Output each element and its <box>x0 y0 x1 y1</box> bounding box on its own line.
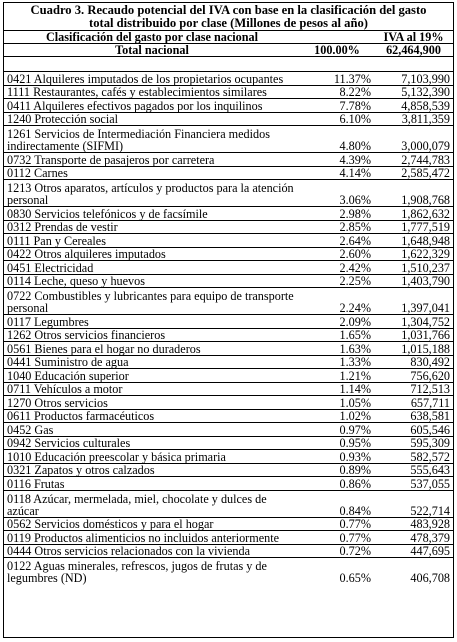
table-row <box>4 463 453 477</box>
row-pct: 4.14% <box>300 166 374 180</box>
table-row <box>4 99 453 113</box>
row-label: 0116 Frutas <box>4 477 300 491</box>
row-value: 447,695 <box>374 544 453 558</box>
total-label: Total nacional <box>4 44 300 57</box>
row-label: 0122 Aguas minerales, refrescos, jugos de frutas y de legumbres (ND) <box>4 558 300 585</box>
row-pct: 3.06% <box>300 180 374 207</box>
row-label: 0830 Servicios telefónicos y de facsímile <box>4 207 300 221</box>
row-label: 0321 Zapatos y otros calzados <box>4 463 300 477</box>
row-value: 483,928 <box>374 517 453 531</box>
row-value: 2,585,472 <box>374 166 453 180</box>
title-line-2: total distribuido por clase (Millones de pesos al año) <box>89 16 368 30</box>
table-row <box>4 423 453 437</box>
row-label: 0444 Otros servicios relacionados con la vivienda <box>4 544 300 558</box>
row-label: 0411 Alquileres efectivos pagados por los inquilinos <box>4 99 300 113</box>
table-title <box>4 3 453 30</box>
row-label: 0118 Azúcar, mermelada, miel, chocolate y dulces de azúcar <box>4 490 300 517</box>
row-pct: 2.85% <box>300 220 374 234</box>
table-row <box>4 490 453 517</box>
row-value: 555,643 <box>374 463 453 477</box>
row-label: 1262 Otros servicios financieros <box>4 328 300 342</box>
table-row <box>4 328 453 342</box>
row-pct: 0.65% <box>300 558 374 585</box>
table-row <box>4 315 453 329</box>
row-pct: 1.65% <box>300 328 374 342</box>
table-row <box>4 261 453 275</box>
table-row <box>4 355 453 369</box>
row-pct: 7.78% <box>300 99 374 113</box>
table-document <box>3 2 454 638</box>
row-value: 522,714 <box>374 490 453 517</box>
row-label: 1270 Otros servicios <box>4 396 300 410</box>
row-value: 1,304,752 <box>374 315 453 329</box>
row-label: 0441 Suministro de agua <box>4 355 300 369</box>
row-value: 3,811,359 <box>374 112 453 126</box>
row-value: 595,309 <box>374 436 453 450</box>
row-label: 0611 Productos farmacéuticos <box>4 409 300 423</box>
table-body <box>4 57 453 585</box>
header-classification: Clasificación del gasto por clase nacional <box>4 31 300 44</box>
table-row <box>4 166 453 180</box>
row-pct: 2.64% <box>300 234 374 248</box>
row-label: 1010 Educación preescolar y básica primaria <box>4 450 300 464</box>
row-value: 830,492 <box>374 355 453 369</box>
row-label: 0119 Productos alimenticios no incluidos anteriormente <box>4 531 300 545</box>
row-pct: 2.98% <box>300 207 374 221</box>
table-row <box>4 409 453 423</box>
row-label: 0942 Servicios culturales <box>4 436 300 450</box>
row-value: 537,055 <box>374 477 453 491</box>
row-value: 4,858,539 <box>374 99 453 113</box>
table-row <box>4 112 453 126</box>
row-pct: 1.63% <box>300 342 374 356</box>
row-value: 1,777,519 <box>374 220 453 234</box>
header-iva: IVA al 19% <box>374 31 453 44</box>
header-row <box>4 31 453 44</box>
row-value: 1,015,188 <box>374 342 453 356</box>
row-value: 3,000,079 <box>374 126 453 153</box>
table-row <box>4 153 453 167</box>
table-row <box>4 207 453 221</box>
row-label: 0562 Servicios domésticos y para el hogar <box>4 517 300 531</box>
row-pct: 0.97% <box>300 423 374 437</box>
table-row <box>4 342 453 356</box>
row-pct: 0.95% <box>300 436 374 450</box>
row-value: 582,572 <box>374 450 453 464</box>
row-pct: 0.89% <box>300 463 374 477</box>
total-pct: 100.00% <box>300 44 374 57</box>
table-row <box>4 450 453 464</box>
row-pct: 2.24% <box>300 288 374 315</box>
table-row <box>4 544 453 558</box>
row-pct: 1.21% <box>300 369 374 383</box>
row-value: 638,581 <box>374 409 453 423</box>
iva-table <box>4 30 453 584</box>
row-label: 1040 Educación superior <box>4 369 300 383</box>
row-label: 0312 Prendas de vestir <box>4 220 300 234</box>
row-pct: 1.02% <box>300 409 374 423</box>
row-value: 7,103,990 <box>374 72 453 86</box>
row-label: 0422 Otros alquileres imputados <box>4 247 300 261</box>
table-row <box>4 288 453 315</box>
row-pct: 4.80% <box>300 126 374 153</box>
table-row <box>4 234 453 248</box>
row-pct: 6.10% <box>300 112 374 126</box>
table-row <box>4 274 453 288</box>
row-pct: 0.84% <box>300 490 374 517</box>
row-value: 756,620 <box>374 369 453 383</box>
row-value: 1,031,766 <box>374 328 453 342</box>
row-label: 0114 Leche, queso y huevos <box>4 274 300 288</box>
row-value: 406,708 <box>374 558 453 585</box>
row-value: 1,622,329 <box>374 247 453 261</box>
row-label: 0561 Bienes para el hogar no duraderos <box>4 342 300 356</box>
row-label: 0117 Legumbres <box>4 315 300 329</box>
row-value: 1,862,632 <box>374 207 453 221</box>
table-row <box>4 382 453 396</box>
table-row <box>4 558 453 585</box>
table-row <box>4 436 453 450</box>
row-value: 5,132,390 <box>374 85 453 99</box>
header-share <box>300 31 374 44</box>
table-row <box>4 396 453 410</box>
total-row <box>4 44 453 57</box>
row-label: 0421 Alquileres imputados de los propietarios ocupantes <box>4 72 300 86</box>
row-value: 1,403,790 <box>374 274 453 288</box>
row-pct: 1.05% <box>300 396 374 410</box>
table-row <box>4 85 453 99</box>
row-pct: 1.14% <box>300 382 374 396</box>
row-value: 1,908,768 <box>374 180 453 207</box>
row-label: 0711 Vehículos a motor <box>4 382 300 396</box>
row-pct: 0.77% <box>300 517 374 531</box>
row-value: 2,744,783 <box>374 153 453 167</box>
row-pct: 8.22% <box>300 85 374 99</box>
row-label: 0732 Transporte de pasajeros por carretera <box>4 153 300 167</box>
row-pct: 0.86% <box>300 477 374 491</box>
row-value: 712,513 <box>374 382 453 396</box>
row-value: 1,510,237 <box>374 261 453 275</box>
row-pct: 2.25% <box>300 274 374 288</box>
row-label: 1111 Restaurantes, cafés y establecimientos similares <box>4 85 300 99</box>
row-label: 0111 Pan y Cereales <box>4 234 300 248</box>
table-row <box>4 180 453 207</box>
row-pct: 0.72% <box>300 544 374 558</box>
row-value: 657,711 <box>374 396 453 410</box>
row-pct: 0.93% <box>300 450 374 464</box>
row-pct: 11.37% <box>300 72 374 86</box>
row-label: 1240 Protección social <box>4 112 300 126</box>
spacer-row <box>4 57 453 72</box>
table-row <box>4 72 453 86</box>
table-row <box>4 220 453 234</box>
row-label: 0112 Carnes <box>4 166 300 180</box>
row-value: 605,546 <box>374 423 453 437</box>
row-pct: 0.77% <box>300 531 374 545</box>
table-row <box>4 477 453 491</box>
row-pct: 2.42% <box>300 261 374 275</box>
row-pct: 2.60% <box>300 247 374 261</box>
table-row <box>4 369 453 383</box>
row-pct: 4.39% <box>300 153 374 167</box>
row-label: 0451 Electricidad <box>4 261 300 275</box>
row-label: 0722 Combustibles y lubricantes para equipo de transporte personal <box>4 288 300 315</box>
row-value: 478,379 <box>374 531 453 545</box>
table-row <box>4 517 453 531</box>
row-label: 1261 Servicios de Intermediación Financiera medidos indirectamente (SIFMI) <box>4 126 300 153</box>
row-pct: 1.33% <box>300 355 374 369</box>
title-line-1: Cuadro 3. Recaudo potencial del IVA con base en la clasificación del gasto <box>30 3 427 17</box>
row-value: 1,648,948 <box>374 234 453 248</box>
total-value: 62,464,900 <box>374 44 453 57</box>
row-label: 0452 Gas <box>4 423 300 437</box>
row-label: 1213 Otros aparatos, artículos y productos para la atención personal <box>4 180 300 207</box>
table-row <box>4 247 453 261</box>
table-row <box>4 531 453 545</box>
table-row <box>4 126 453 153</box>
row-pct: 2.09% <box>300 315 374 329</box>
row-value: 1,397,041 <box>374 288 453 315</box>
